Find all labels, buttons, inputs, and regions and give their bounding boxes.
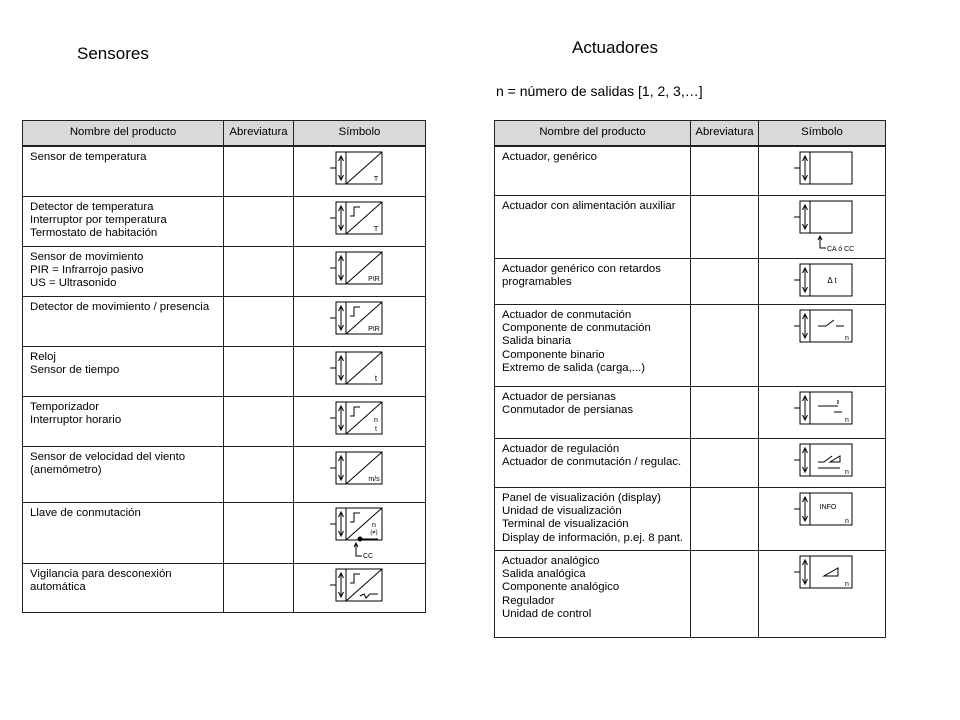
product-name-line: Actuador de conmutación xyxy=(502,308,632,321)
symbol-cell xyxy=(759,487,886,550)
symbol-label: T xyxy=(373,174,379,183)
abbreviation-cell xyxy=(691,258,759,304)
product-name-line: Extremo de salida (carga,...) xyxy=(502,362,646,375)
table-row xyxy=(495,487,886,550)
symbol-label: n xyxy=(374,416,378,424)
actuators-note: n = número de salidas [1, 2, 3,…] xyxy=(496,83,703,99)
product-name-line: Componente binario xyxy=(502,348,605,361)
product-name-line: Sensor de temperatura xyxy=(30,151,147,163)
symbol-cell xyxy=(759,438,886,487)
product-name-cell xyxy=(23,146,224,196)
symbol-label: (≠) xyxy=(370,529,378,536)
symbol-cell xyxy=(294,246,426,296)
product-name-line: Salida binaria xyxy=(502,335,572,348)
product-name-line: Sensor de velocidad del viento xyxy=(30,450,186,463)
product-name-cell xyxy=(495,386,691,438)
abbreviation-cell xyxy=(691,195,759,258)
product-name-cell xyxy=(495,146,691,195)
column-header-name: Nombre del producto xyxy=(495,121,691,147)
symbol-label: n xyxy=(845,416,849,424)
switch-contact-icon xyxy=(818,320,844,326)
table-row xyxy=(495,146,886,195)
product-name-cell xyxy=(495,438,691,487)
analog-ramp-icon xyxy=(824,568,838,576)
table-row xyxy=(23,346,426,396)
product-name-cell xyxy=(495,258,691,304)
table-row xyxy=(495,550,886,637)
column-header-symbol: Símbolo xyxy=(294,121,426,147)
product-name-cell xyxy=(23,296,224,346)
product-name-cell xyxy=(23,196,224,246)
abbreviation-cell xyxy=(224,396,294,446)
table-row xyxy=(495,195,886,258)
product-name-line: Actuador de conmutación / regulac. xyxy=(502,455,682,468)
product-name-line: PIR = Infrarrojo pasivo xyxy=(30,263,144,276)
actuator-generic-symbol xyxy=(786,147,876,194)
product-name-line: Interruptor por temperatura xyxy=(30,213,167,226)
switch-key-symbol xyxy=(322,503,412,562)
product-name-cell xyxy=(23,346,224,396)
symbol-label: n xyxy=(845,468,849,476)
product-name-line: Display de información, p.ej. 8 pant. xyxy=(502,531,684,544)
product-name-cell xyxy=(495,487,691,550)
table-row xyxy=(23,246,426,296)
symbol-label: PIR xyxy=(368,275,380,283)
monitoring-icon xyxy=(360,594,378,598)
product-name-line: Termostato de habitación xyxy=(30,227,158,240)
abbreviation-cell xyxy=(224,502,294,563)
symbol-cell xyxy=(759,146,886,195)
abbreviation-cell xyxy=(691,487,759,550)
symbol-label: m/s xyxy=(368,475,380,483)
abbreviation-cell xyxy=(224,296,294,346)
table-row xyxy=(495,386,886,438)
product-name-line: programables xyxy=(502,275,572,288)
product-name-line: Unidad de control xyxy=(502,608,592,621)
product-name-line: Salida analógica xyxy=(502,567,586,580)
abbreviation-cell xyxy=(224,446,294,502)
product-name-line: Reloj xyxy=(30,350,56,363)
symbol-cell xyxy=(759,258,886,304)
sensor-motion-symbol xyxy=(322,247,412,295)
product-name-line: Interruptor horario xyxy=(30,413,122,426)
actuator-aux-power-symbol xyxy=(786,196,876,257)
table-row xyxy=(495,304,886,386)
product-name-line: (anemómetro) xyxy=(30,463,102,476)
product-name-line: Conmutador de persianas xyxy=(502,403,634,416)
symbol-label: T xyxy=(373,223,379,233)
product-name-line: automática xyxy=(30,580,86,593)
symbol-label: n xyxy=(845,580,849,588)
symbol-frame xyxy=(800,264,852,296)
product-name-line: Componente analógico xyxy=(502,581,620,594)
sensors-table xyxy=(22,120,426,613)
switch-step-icon xyxy=(350,574,360,583)
symbol-cell xyxy=(294,296,426,346)
table-row xyxy=(23,396,426,446)
abbreviation-cell xyxy=(224,346,294,396)
sensor-temperature-symbol xyxy=(322,147,412,195)
product-name-cell xyxy=(23,446,224,502)
product-name-line: Componente de conmutación xyxy=(502,321,651,334)
symbol-cell xyxy=(294,502,426,563)
product-name-line: Terminal de visualización xyxy=(502,518,629,531)
symbol-label: n xyxy=(845,517,849,525)
product-name-line: Llave de conmutación xyxy=(30,506,141,519)
dimmer-icon xyxy=(818,456,840,468)
table-row xyxy=(23,502,426,563)
abbreviation-cell xyxy=(691,438,759,487)
symbol-label: n xyxy=(845,334,849,342)
table-row xyxy=(495,438,886,487)
product-name-line: Actuador genérico con retardos xyxy=(502,262,661,275)
product-name-cell xyxy=(23,396,224,446)
sensor-diagonal xyxy=(346,569,382,601)
product-name-cell xyxy=(495,195,691,258)
product-name-line: US = Ultrasonido xyxy=(30,277,117,290)
table-row xyxy=(23,196,426,246)
abbreviation-cell xyxy=(691,304,759,386)
column-header-abbreviation: Abreviatura xyxy=(224,121,294,147)
product-name-line: Detector de temperatura xyxy=(30,200,154,213)
symbol-cell xyxy=(759,550,886,637)
blinds-icon xyxy=(818,400,842,412)
symbol-label: t xyxy=(375,425,377,433)
symbol-cell xyxy=(759,386,886,438)
table-row xyxy=(23,146,426,196)
switch-temperature-symbol xyxy=(322,197,412,245)
product-name-line: Sensor de tiempo xyxy=(30,363,120,376)
actuator-blinds-symbol xyxy=(786,387,876,437)
symbol-cell xyxy=(759,304,886,386)
table-header-row xyxy=(495,121,886,147)
actuator-dimming-symbol xyxy=(786,439,876,486)
product-name-cell xyxy=(495,550,691,637)
column-header-symbol: Símbolo xyxy=(759,121,886,147)
table-header-row xyxy=(23,121,426,147)
actuators-title: Actuadores xyxy=(572,38,658,57)
product-name-line: Actuador con alimentación auxiliar xyxy=(502,199,676,212)
symbol-label: PIR xyxy=(368,325,380,333)
product-name-line: Unidad de visualización xyxy=(502,504,622,517)
switch-motion-symbol xyxy=(322,297,412,345)
product-name-line: Panel de visualización (display) xyxy=(502,491,661,504)
symbol-label: t xyxy=(374,373,378,383)
symbol-label: INFO xyxy=(819,503,837,511)
actuators-table xyxy=(494,120,886,638)
column-header-abbreviation: Abreviatura xyxy=(691,121,759,147)
symbol-label: n xyxy=(372,521,376,529)
product-name-line: Detector de movimiento / presencia xyxy=(30,300,210,313)
abbreviation-cell xyxy=(224,196,294,246)
symbol-cell xyxy=(759,195,886,258)
product-name-line: Actuador, genérico xyxy=(502,151,597,163)
product-name-line: Vigilancia para desconexión xyxy=(30,567,172,580)
abbreviation-cell xyxy=(691,146,759,195)
column-header-name: Nombre del producto xyxy=(23,121,224,147)
switch-step-icon xyxy=(350,307,360,316)
abbreviation-cell xyxy=(224,563,294,612)
actuator-display-symbol xyxy=(786,488,876,549)
symbol-cell xyxy=(294,563,426,612)
table-row xyxy=(495,258,886,304)
abbreviation-cell xyxy=(691,550,759,637)
product-name-cell xyxy=(23,502,224,563)
symbol-cell xyxy=(294,446,426,502)
product-name-cell xyxy=(23,246,224,296)
abbreviation-cell xyxy=(224,246,294,296)
product-name-cell xyxy=(495,304,691,386)
product-name-line: Actuador de regulación xyxy=(502,442,620,455)
symbol-cell xyxy=(294,196,426,246)
sensors-title: Sensores xyxy=(77,44,149,63)
product-name-line: Temporizador xyxy=(30,400,100,413)
symbol-cell xyxy=(294,146,426,196)
table-row xyxy=(23,296,426,346)
symbol-cell xyxy=(294,396,426,446)
actuator-analog-symbol xyxy=(786,551,876,617)
actuator-switching-symbol xyxy=(786,305,876,371)
product-name-line: Sensor de movimiento xyxy=(30,250,144,263)
sensor-clock-symbol xyxy=(322,347,412,395)
sensor-wind-symbol xyxy=(322,447,412,501)
symbol-label: Δ t xyxy=(827,275,837,285)
table-row xyxy=(23,446,426,502)
switch-monitoring-symbol xyxy=(322,564,412,611)
symbol-cell xyxy=(294,346,426,396)
product-name-cell xyxy=(23,563,224,612)
switch-step-icon xyxy=(350,513,360,522)
actuator-delay-symbol xyxy=(786,259,876,303)
abbreviation-cell xyxy=(691,386,759,438)
symbol-label: CC xyxy=(363,552,374,560)
product-name-line: Actuador de persianas xyxy=(502,390,616,403)
switch-step-icon xyxy=(350,407,360,416)
symbol-frame xyxy=(800,152,852,184)
switch-timer-symbol xyxy=(322,397,412,445)
table-row xyxy=(23,563,426,612)
switch-step-icon xyxy=(350,207,360,216)
symbol-frame xyxy=(800,201,852,233)
product-name-line: Regulador xyxy=(502,594,555,607)
abbreviation-cell xyxy=(224,146,294,196)
symbol-label: CA ó CC xyxy=(827,245,855,253)
product-name-line: Actuador analógico xyxy=(502,554,600,567)
